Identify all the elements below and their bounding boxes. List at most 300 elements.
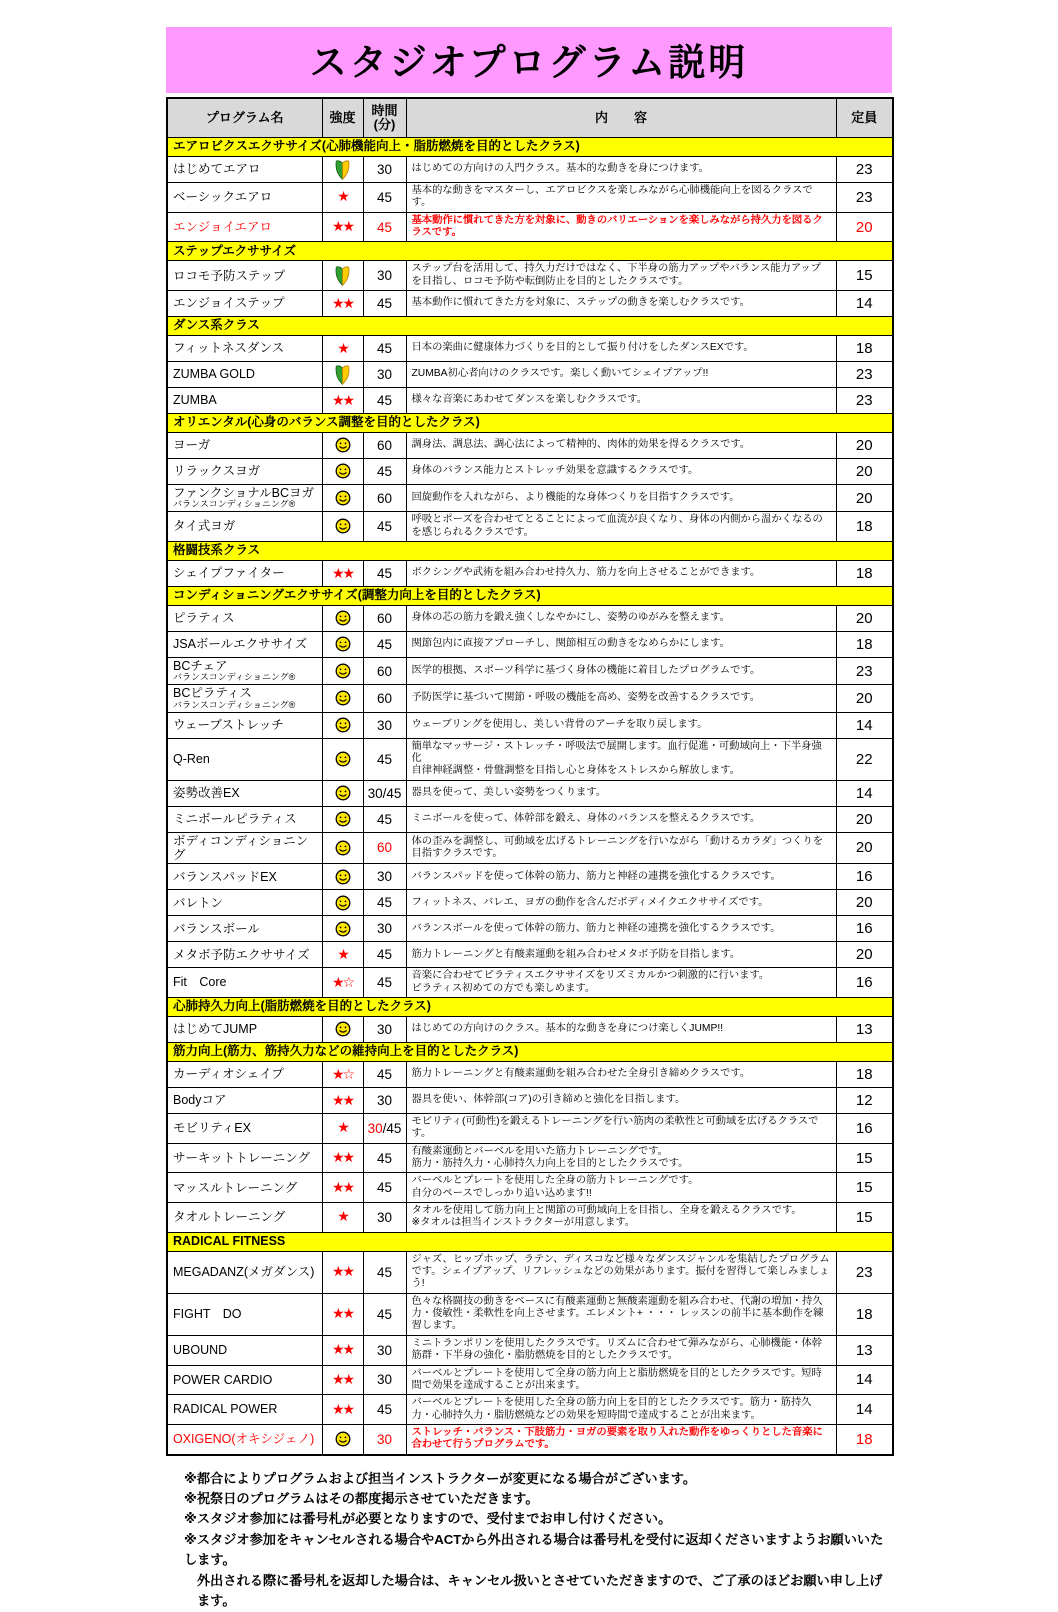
section-header-label: 筋力向上(筋力、筋持久力などの維持向上を目的としたクラス) <box>167 1043 893 1062</box>
duration-value: 45 <box>376 1402 393 1418</box>
capacity-cell: 15 <box>836 1203 893 1233</box>
duration-value: 30 <box>376 1093 393 1109</box>
smiley-face-icon <box>335 663 351 679</box>
intensity-cell <box>322 632 363 658</box>
duration-value: 45 <box>376 895 393 911</box>
program-sheet <box>166 0 892 1612</box>
program-row <box>167 1365 893 1395</box>
duration-cell <box>363 1395 406 1425</box>
capacity-cell: 18 <box>836 561 893 587</box>
intensity-cell <box>322 157 363 183</box>
program-name-cell: ヨーガ <box>167 433 322 459</box>
section-header-row <box>167 138 893 157</box>
duration-cell <box>363 780 406 806</box>
description-cell: 身体の芯の筋力を鍛え強くしなやかにし、姿勢のゆがみを整えます。 <box>406 606 836 632</box>
duration-cell <box>363 968 406 998</box>
wakaba-beginner-mark-icon <box>335 266 350 286</box>
duration-value-red-part: 30 <box>367 1120 383 1136</box>
wakaba-beginner-mark-icon <box>335 160 350 180</box>
program-name-cell: カーディオシェイプ <box>167 1062 322 1088</box>
one-star-icon: ★ <box>337 1208 348 1225</box>
description-cell: 関節包内に直接アプローチし、関節相互の動きをなめらかにします。 <box>406 632 836 658</box>
program-subtitle: バランスコンディショニング® <box>173 672 296 683</box>
intensity-cell <box>322 864 363 890</box>
duration-value: 30 <box>376 717 393 733</box>
capacity-cell: 15 <box>836 1143 893 1173</box>
description-cell: 器具を使い、体幹部(コア)の引き締めと強化を目指します。 <box>406 1088 836 1114</box>
program-row <box>167 1203 893 1233</box>
program-row <box>167 1395 893 1425</box>
two-star-icon: ★★ <box>331 218 354 235</box>
duration-cell <box>363 291 406 317</box>
description-cell: 体の歪みを調整し、可動域を広げるトレーニングを行いながら「動けるカラダ」つくりを目指すクラスです。 <box>406 832 836 864</box>
duration-value: 45 <box>376 947 393 963</box>
intensity-cell <box>322 1017 363 1043</box>
program-name-cell: シェイプファイター <box>167 561 322 587</box>
duration-cell <box>363 1424 406 1454</box>
program-row <box>167 459 893 485</box>
program-row <box>167 157 893 183</box>
capacity-cell: 15 <box>836 261 893 291</box>
program-name-cell: タオルトレーニング <box>167 1203 322 1233</box>
capacity-cell: 18 <box>836 1293 893 1335</box>
intensity-cell <box>322 606 363 632</box>
program-name-cell: ウェーブストレッチ <box>167 712 322 738</box>
program-name-cell: ファンクショナルBCヨガ バランスコンディショニング® <box>167 485 322 512</box>
description-cell: 呼吸とポーズを合わせてとることによって血流が良くなり、身体の内側から温かくなるのを感じられるクラスです。 <box>406 512 836 542</box>
intensity-cell <box>322 968 363 998</box>
program-name-cell: メタボ予防エクササイズ <box>167 942 322 968</box>
column-header-intensity: 強度 <box>322 98 363 138</box>
duration-cell <box>363 459 406 485</box>
program-table-body <box>167 138 893 1455</box>
duration-value: 60 <box>376 438 393 454</box>
duration-cell <box>363 1143 406 1173</box>
description-cell: ステップ台を活用して、持久力だけではなく、下半身の筋力アップやバランス能力アップを目指し、ロコモ予防や転倒防止を目的としたクラスです。 <box>406 261 836 291</box>
intensity-cell <box>322 1143 363 1173</box>
duration-cell <box>363 336 406 362</box>
duration-cell <box>363 916 406 942</box>
duration-value: 45 <box>376 637 393 653</box>
program-name-cell: はじめてJUMP <box>167 1017 322 1043</box>
capacity-cell: 23 <box>836 157 893 183</box>
duration-cell <box>363 1293 406 1335</box>
section-header-row <box>167 1232 893 1251</box>
smiley-face-icon <box>335 1431 351 1447</box>
description-cell: ボクシングや武術を組み合わせ持久力、筋力を向上させることができます。 <box>406 561 836 587</box>
duration-value: 30 <box>376 1372 393 1388</box>
program-row <box>167 712 893 738</box>
program-name-cell: ベーシックエアロ <box>167 183 322 213</box>
capacity-cell: 16 <box>836 968 893 998</box>
intensity-cell <box>322 183 363 213</box>
description-cell: モビリティ(可動性)を鍛えるトレーニングを行い筋肉の柔軟性と可動域を広げるクラスです。 <box>406 1114 836 1144</box>
wakaba-beginner-mark-icon <box>335 365 350 385</box>
program-row <box>167 968 893 998</box>
description-cell: 様々な音楽にあわせてダンスを楽しむクラスです。 <box>406 388 836 414</box>
intensity-cell <box>322 1395 363 1425</box>
duration-cell <box>363 212 406 242</box>
intensity-cell <box>322 1088 363 1114</box>
description-cell: ジャズ、ヒップホップ、ラテン、ディスコなど様々なダンスジャンルを集結したプログラムです。シェイプアップ、リフレッシュなどの効果があります。振付を習得して楽しみましょう! <box>406 1251 836 1293</box>
description-cell: 簡単なマッサージ・ストレッチ・呼吸法で展開します。血行促進・可動域向上・下半身強化 自律神経調整・骨盤調整を目指し心と身体をストレスから解放します。 <box>406 738 836 780</box>
duration-value: 60 <box>376 840 393 856</box>
program-subtitle: バランスコンディショニング® <box>173 499 296 510</box>
two-star-icon: ★★ <box>331 391 354 408</box>
program-row <box>167 1114 893 1144</box>
duration-value: 30 <box>376 1209 393 1225</box>
smiley-face-icon <box>335 921 351 937</box>
section-header-label: 心肺持久力向上(脂肪燃焼を目的としたクラス) <box>167 998 893 1017</box>
section-header-row <box>167 998 893 1017</box>
program-name-cell: マッスルトレーニング <box>167 1173 322 1203</box>
program-row <box>167 780 893 806</box>
duration-value: 30 <box>376 921 393 937</box>
footnote: ※スタジオ参加をキャンセルされる場合やACTから外出される場合は番号札を受付に返却くださいますようお願いいたします。 <box>184 1531 884 1568</box>
page-title: スタジオプログラム説明 <box>166 27 892 93</box>
description-cell: ミニボールを使って、体幹部を鍛え、身体のバランスを整えるクラスです。 <box>406 806 836 832</box>
description-cell: はじめての方向けのクラス。基本的な動きを身につけ楽しくJUMP!! <box>406 1017 836 1043</box>
program-row <box>167 1251 893 1293</box>
program-row <box>167 685 893 712</box>
capacity-cell: 20 <box>836 890 893 916</box>
program-row <box>167 183 893 213</box>
two-star-icon: ★★ <box>331 1370 354 1387</box>
capacity-cell: 14 <box>836 712 893 738</box>
two-star-icon: ★★ <box>331 1149 354 1166</box>
program-name-cell: ボディコンディショニング <box>167 832 322 864</box>
intensity-cell <box>322 1114 363 1144</box>
capacity-cell: 20 <box>836 806 893 832</box>
program-name-cell: リラックスヨガ <box>167 459 322 485</box>
smiley-face-icon <box>335 518 351 534</box>
program-name-cell: JSAボールエクササイズ <box>167 632 322 658</box>
duration-cell <box>363 1335 406 1365</box>
capacity-cell: 16 <box>836 916 893 942</box>
description-cell: 医学的根拠、スポーツ科学に基づく身体の機能に着目したプログラムです。 <box>406 658 836 685</box>
description-cell: 筋力トレーニングと有酸素運動を組み合わせメタボ予防を目指します。 <box>406 942 836 968</box>
program-name-cell: はじめてエアロ <box>167 157 322 183</box>
duration-cell <box>363 362 406 388</box>
intensity-cell <box>322 780 363 806</box>
one-star-icon: ★ <box>337 339 348 356</box>
intensity-cell <box>322 336 363 362</box>
program-row <box>167 942 893 968</box>
program-name-cell: Q-Ren <box>167 738 322 780</box>
description-cell: バランスボールを使って体幹の筋力、筋力と神経の連携を強化するクラスです。 <box>406 916 836 942</box>
program-name-cell: モビリティEX <box>167 1114 322 1144</box>
duration-cell <box>363 1251 406 1293</box>
section-header-label: ダンス系クラス <box>167 317 893 336</box>
capacity-cell: 20 <box>836 212 893 242</box>
program-name-cell: UBOUND <box>167 1335 322 1365</box>
duration-cell <box>363 485 406 512</box>
program-row <box>167 336 893 362</box>
capacity-cell: 13 <box>836 1017 893 1043</box>
section-header-row <box>167 1043 893 1062</box>
duration-cell <box>363 157 406 183</box>
capacity-cell: 23 <box>836 183 893 213</box>
program-name-cell: POWER CARDIO <box>167 1365 322 1395</box>
capacity-cell: 14 <box>836 291 893 317</box>
program-row <box>167 1062 893 1088</box>
description-cell: フィットネス、バレエ、ヨガの動作を含んだボディメイクエクササイズです。 <box>406 890 836 916</box>
duration-value: 45 <box>376 393 393 409</box>
program-row <box>167 433 893 459</box>
duration-value: /45 <box>382 1120 402 1136</box>
column-header-time: 時間 (分) <box>363 98 406 138</box>
program-name-cell: BCピラティス バランスコンディショニング® <box>167 685 322 712</box>
duration-value: 45 <box>376 1067 393 1083</box>
program-row <box>167 1017 893 1043</box>
duration-cell <box>363 806 406 832</box>
description-cell: 筋力トレーニングと有酸素運動を組み合わせた全身引き締めクラスです。 <box>406 1062 836 1088</box>
capacity-cell: 20 <box>836 433 893 459</box>
program-row <box>167 362 893 388</box>
duration-value: 45 <box>376 811 393 827</box>
duration-cell <box>363 1114 406 1144</box>
smiley-face-icon <box>335 717 351 733</box>
footnote: ※祝祭日のプログラムはその都度掲示させていただきます。 <box>184 1491 539 1507</box>
duration-cell <box>363 1017 406 1043</box>
smiley-face-icon <box>335 1021 351 1037</box>
duration-cell <box>363 512 406 542</box>
duration-value: 45 <box>376 566 393 582</box>
duration-cell <box>363 890 406 916</box>
intensity-cell <box>322 738 363 780</box>
two-star-icon: ★★ <box>331 1341 354 1358</box>
intensity-cell <box>322 485 363 512</box>
duration-value: 45 <box>376 341 393 357</box>
duration-value: 45 <box>376 1264 393 1280</box>
duration-value: 45 <box>376 296 393 312</box>
table-header <box>167 98 893 138</box>
capacity-cell: 14 <box>836 1395 893 1425</box>
program-row <box>167 485 893 512</box>
duration-value: 45 <box>376 219 393 235</box>
capacity-cell: 23 <box>836 388 893 414</box>
duration-cell <box>363 1088 406 1114</box>
one-and-half-star-icon: ★☆ <box>331 1065 354 1082</box>
duration-value: 30/45 <box>367 785 402 801</box>
duration-cell <box>363 1365 406 1395</box>
capacity-cell: 20 <box>836 459 893 485</box>
capacity-cell: 16 <box>836 864 893 890</box>
intensity-cell <box>322 388 363 414</box>
capacity-cell: 18 <box>836 336 893 362</box>
duration-value: 30 <box>376 268 393 284</box>
capacity-cell: 20 <box>836 485 893 512</box>
capacity-cell: 15 <box>836 1173 893 1203</box>
description-cell: 基本的な動きをマスターし、エアロビクスを楽しみながら心肺機能向上を図るクラスです。 <box>406 183 836 213</box>
program-row <box>167 291 893 317</box>
capacity-cell: 18 <box>836 1424 893 1454</box>
intensity-cell <box>322 362 363 388</box>
duration-value: 60 <box>376 690 393 706</box>
intensity-cell <box>322 291 363 317</box>
description-cell: はじめての方向けの入門クラス。基本的な動きを身につけます。 <box>406 157 836 183</box>
description-cell: 日本の楽曲に健康体力づくりを目的として振り付けをしたダンスEXです。 <box>406 336 836 362</box>
program-name-cell: タイ式ヨガ <box>167 512 322 542</box>
description-cell: 音楽に合わせてピラティスエクササイズをリズミカルかつ刺激的に行います。 ピラティス初めての方でも楽しめます。 <box>406 968 836 998</box>
duration-value: 45 <box>376 519 393 535</box>
two-star-icon: ★★ <box>331 294 354 311</box>
section-header-label: RADICAL FITNESS <box>167 1232 893 1251</box>
program-name-cell: ピラティス <box>167 606 322 632</box>
duration-cell <box>363 1203 406 1233</box>
capacity-cell: 16 <box>836 1114 893 1144</box>
description-cell: 予防医学に基づいて関節・呼吸の機能を高め、姿勢を改善するクラスです。 <box>406 685 836 712</box>
intensity-cell <box>322 712 363 738</box>
duration-cell <box>363 1173 406 1203</box>
intensity-cell <box>322 261 363 291</box>
program-row <box>167 512 893 542</box>
footnote: ※スタジオ参加には番号札が必要となりますので、受付までお申し付けください。 <box>184 1511 672 1527</box>
capacity-cell: 22 <box>836 738 893 780</box>
intensity-cell <box>322 1335 363 1365</box>
duration-cell <box>363 685 406 712</box>
capacity-cell: 20 <box>836 606 893 632</box>
smiley-face-icon <box>335 869 351 885</box>
intensity-cell <box>322 942 363 968</box>
capacity-cell: 14 <box>836 780 893 806</box>
duration-value: 30 <box>376 1342 393 1358</box>
duration-cell <box>363 942 406 968</box>
intensity-cell <box>322 832 363 864</box>
one-and-half-star-icon: ★☆ <box>331 973 354 990</box>
description-cell: 身体のバランス能力とストレッチ効果を意識するクラスです。 <box>406 459 836 485</box>
smiley-face-icon <box>335 751 351 767</box>
program-row <box>167 1293 893 1335</box>
capacity-cell: 13 <box>836 1335 893 1365</box>
duration-value: 30 <box>376 1022 393 1038</box>
intensity-cell <box>322 1251 363 1293</box>
duration-cell <box>363 658 406 685</box>
program-name-cell: バレトン <box>167 890 322 916</box>
smiley-face-icon <box>335 463 351 479</box>
two-star-icon: ★★ <box>331 1091 354 1108</box>
capacity-cell: 18 <box>836 1062 893 1088</box>
intensity-cell <box>322 1424 363 1454</box>
intensity-cell <box>322 1062 363 1088</box>
two-star-icon: ★★ <box>331 1305 354 1322</box>
program-name-cell: ミニボールピラティス <box>167 806 322 832</box>
duration-cell <box>363 388 406 414</box>
program-name-cell: ZUMBA GOLD <box>167 362 322 388</box>
description-cell: バランスパッドを使って体幹の筋力、筋力と神経の連携を強化するクラスです。 <box>406 864 836 890</box>
description-cell: ZUMBA初心者向けのクラスです。楽しく動いてシェイプアップ!! <box>406 362 836 388</box>
description-cell: 器具を使って、美しい姿勢をつくります。 <box>406 780 836 806</box>
two-star-icon: ★★ <box>331 1178 354 1195</box>
program-table <box>166 97 894 1456</box>
capacity-cell: 18 <box>836 632 893 658</box>
program-row <box>167 632 893 658</box>
program-name-cell: 姿勢改善EX <box>167 780 322 806</box>
section-header-row <box>167 414 893 433</box>
capacity-cell: 20 <box>836 942 893 968</box>
smiley-face-icon <box>335 785 351 801</box>
smiley-face-icon <box>335 840 351 856</box>
capacity-cell: 18 <box>836 512 893 542</box>
one-star-icon: ★ <box>337 188 348 205</box>
duration-cell <box>363 433 406 459</box>
duration-cell <box>363 832 406 864</box>
smiley-face-icon <box>335 636 351 652</box>
duration-value: 30 <box>376 367 393 383</box>
program-row <box>167 388 893 414</box>
program-row <box>167 561 893 587</box>
program-row <box>167 658 893 685</box>
description-cell: バーベルとプレートを使用して全身の筋力向上と脂肪燃焼を目的としたクラスです。短時間で効果を達成することが出来ます。 <box>406 1365 836 1395</box>
duration-value: 45 <box>376 464 393 480</box>
footnote: 外出される際に番号札を返却した場合は、キャンセル扱いとさせていただきますので、ご了承のほどお願い申し上げます。 <box>197 1572 883 1609</box>
intensity-cell <box>322 1365 363 1395</box>
duration-value: 45 <box>376 1150 393 1166</box>
two-star-icon: ★★ <box>331 564 354 581</box>
section-header-label: エアロビクスエクササイズ(心肺機能向上・脂肪燃焼を目的としたクラス) <box>167 138 893 157</box>
intensity-cell <box>322 459 363 485</box>
intensity-cell <box>322 1173 363 1203</box>
duration-cell <box>363 738 406 780</box>
program-name-cell: バランスボール <box>167 916 322 942</box>
smiley-face-icon <box>335 811 351 827</box>
duration-value: 45 <box>376 975 393 991</box>
capacity-cell: 20 <box>836 685 893 712</box>
duration-cell <box>363 1062 406 1088</box>
description-cell: ストレッチ・バランス・下肢筋力・ヨガの要素を取り入れた動作をゆっくりとした音楽に合わせて行うプログラムです。 <box>406 1424 836 1454</box>
header-row <box>167 98 893 138</box>
program-name-cell: ロコモ予防ステップ <box>167 261 322 291</box>
program-row <box>167 1143 893 1173</box>
duration-value: 60 <box>376 490 393 506</box>
section-header-row <box>167 542 893 561</box>
section-header-label: ステップエクササイズ <box>167 242 893 261</box>
program-name-cell: サーキットトレーニング <box>167 1143 322 1173</box>
intensity-cell <box>322 806 363 832</box>
program-name-cell: エンジョイエアロ <box>167 212 322 242</box>
program-row <box>167 806 893 832</box>
one-star-icon: ★ <box>337 945 348 962</box>
program-name-cell: Fit Core <box>167 968 322 998</box>
program-name-cell: バランスパッドEX <box>167 864 322 890</box>
capacity-cell: 20 <box>836 832 893 864</box>
section-header-row <box>167 587 893 606</box>
program-name-cell: フィットネスダンス <box>167 336 322 362</box>
intensity-cell <box>322 658 363 685</box>
section-header-label: オリエンタル(心身のバランス調整を目的としたクラス) <box>167 414 893 433</box>
column-header-content: 内 容 <box>406 98 836 138</box>
duration-value: 45 <box>376 1306 393 1322</box>
program-row <box>167 1173 893 1203</box>
intensity-cell <box>322 561 363 587</box>
program-name-cell: MEGADANZ(メガダンス) <box>167 1251 322 1293</box>
section-header-label: コンディショニングエクササイズ(調整力向上を目的としたクラス) <box>167 587 893 606</box>
section-header-row <box>167 317 893 336</box>
duration-cell <box>363 261 406 291</box>
program-row <box>167 832 893 864</box>
smiley-face-icon <box>335 690 351 706</box>
program-row <box>167 261 893 291</box>
smiley-face-icon <box>335 610 351 626</box>
description-cell: ミニトランポリンを使用したクラスです。リズムに合わせて弾みながら、心肺機能・体幹筋群・下半身の強化・脂肪燃焼を目的としたクラスです。 <box>406 1335 836 1365</box>
description-cell: 有酸素運動とバーベルを用いた筋力トレーニングです。 筋力・筋持久力・心肺持久力向上を目的としたクラスです。 <box>406 1143 836 1173</box>
duration-value: 30 <box>376 869 393 885</box>
description-cell: 回旋動作を入れながら、より機能的な身体つくりを目指すクラスです。 <box>406 485 836 512</box>
duration-value: 45 <box>376 1180 393 1196</box>
intensity-cell <box>322 433 363 459</box>
intensity-cell <box>322 1293 363 1335</box>
two-star-icon: ★★ <box>331 1263 354 1280</box>
